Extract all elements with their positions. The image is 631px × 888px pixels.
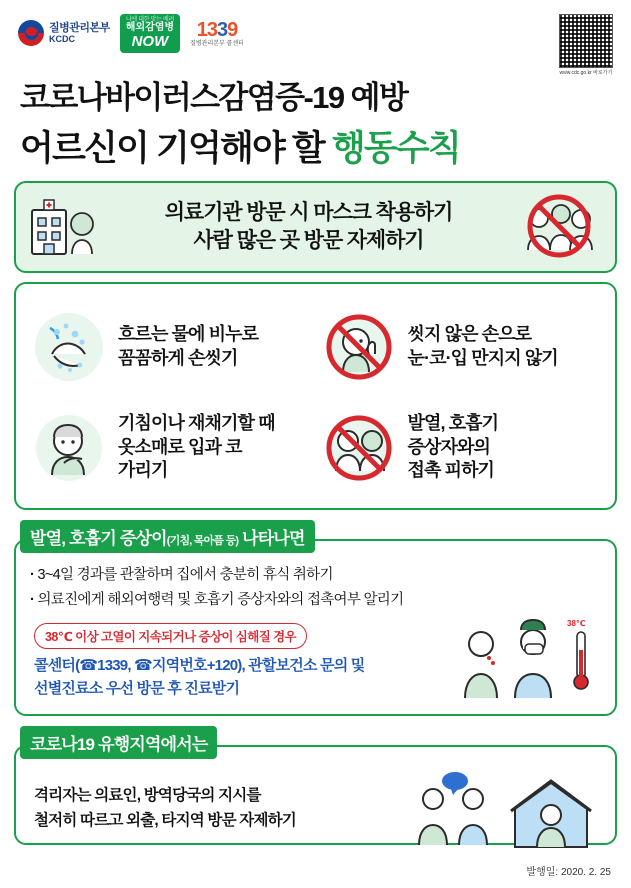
rule-line3: 접촉 피하기 (407, 460, 495, 481)
logo-group (18, 14, 244, 53)
symptoms-bullet-2: · 의료진에게 해외여행력 및 호흡기 증상자와의 접촉여부 알리기 (30, 588, 601, 613)
now-title: NOW (131, 32, 169, 50)
rule-line2: 옷소매로 입과 코 (118, 436, 242, 457)
house-icon (511, 781, 591, 847)
mask-visit-line1: 의료기관 방문 시 마스크 착용하기 (164, 200, 453, 224)
issue-date: 발행일: 2020. 2. 25 (526, 867, 611, 878)
symptoms-tag-main1: 발열, 호흡기 증상이 (30, 529, 167, 548)
qr-code-block (559, 14, 613, 76)
fever-warning-badge: 38℃ 이상 고열이 지속되거나 증상이 심해질 경우 (34, 623, 307, 649)
speech-bubble-icon (442, 772, 468, 790)
now-subtitle: 해외감염병 (125, 22, 175, 34)
kcdc-korean-label: 질병관리본부 (49, 21, 110, 34)
call-instruction-line2: 선별진료소 우선 방문 후 진료받기 (34, 679, 240, 697)
rule-item-handwash (26, 296, 316, 397)
rule-line3: 가리기 (118, 460, 168, 481)
patient-doctor-illustration (441, 614, 601, 702)
rule-item-cough-sleeve (26, 397, 316, 498)
region-line2: 철저히 따르고 외출, 타지역 방문 자제하기 (34, 811, 296, 829)
header-bar (14, 0, 617, 76)
now-tagline: 나에 대한 맞는 배려 (125, 17, 174, 23)
hotline-logo (190, 20, 244, 47)
region-tag: 코로나19 유행지역에서는 (20, 726, 217, 759)
handwash-icon (30, 308, 108, 386)
poster-title (20, 121, 617, 171)
kcdc-english-label: KCDC (49, 34, 75, 45)
symptoms-panel (14, 539, 617, 716)
poster-title-black: 어르신이 기억해야 할 (20, 129, 332, 168)
thermometer-icon (574, 632, 588, 689)
region-line1: 격리자는 의료인, 방역당국의 지시를 (34, 786, 261, 804)
rule-text-handwash (118, 323, 258, 370)
hospital-icon (30, 196, 100, 258)
mask-visit-text (100, 199, 517, 256)
rule-line1: 기침이나 재채기할 때 (118, 413, 275, 434)
rule-line1: 흐르는 물에 비누로 (118, 324, 259, 345)
poster-subtitle: 코로나바이러스감염증-19 예방 (20, 80, 408, 115)
hotline-caption: 질병관리본부 콜센터 (190, 40, 244, 47)
region-section (14, 726, 617, 845)
call-instruction (34, 655, 441, 700)
poster-title-green: 행동수칙 (331, 129, 460, 168)
cough-sleeve-icon (30, 409, 108, 487)
symptoms-tag-small: (기침, 목아픔 등) (166, 535, 239, 547)
qr-caption: www.cdc.go.kr 바로가기 (559, 70, 613, 76)
rule-text-cough-sleeve (118, 412, 275, 482)
kcdc-logo (18, 20, 110, 46)
hotline-number: 1339 (196, 18, 238, 41)
rule-line1: 씻지 않은 손으로 (407, 324, 532, 345)
region-text (34, 784, 296, 834)
rule-line2: 증상자와의 (407, 436, 490, 457)
rule-text-no-touch-face (408, 323, 558, 370)
symptoms-bullet-1: · 3~4일 경과를 관찰하며 집에서 충분히 휴식 취하기 (30, 563, 601, 588)
mask-visit-line2: 사람 많은 곳 방문 자제하기 (193, 229, 424, 252)
rule-line2: 꼼꼼하게 손씻기 (118, 347, 238, 368)
no-crowd-icon (517, 192, 601, 262)
haeoe-now-logo (120, 14, 180, 53)
quarantine-illustration (411, 769, 601, 849)
taegeuk-icon (18, 20, 44, 46)
rule-item-no-touch-face (316, 296, 606, 397)
call-instruction-line1: 콜센터(☎1339, ☎지역번호+120), 관할보건소 문의 및 (34, 657, 365, 675)
rule-item-no-contact (316, 397, 606, 498)
rule-text-no-contact (408, 412, 499, 482)
region-panel (14, 745, 617, 845)
symptoms-bullets (30, 563, 601, 614)
no-contact-icon (320, 409, 398, 487)
no-touch-face-icon (320, 308, 398, 386)
symptoms-tag (20, 520, 315, 553)
symptoms-tag-main2: 나타나면 (242, 529, 305, 548)
rule-line2: 눈·코·입 만지지 않기 (407, 347, 558, 368)
rules-panel (14, 282, 617, 510)
qr-code-icon (559, 14, 613, 68)
rule-line1: 발열, 호흡기 (407, 413, 499, 434)
symptoms-section (14, 520, 617, 716)
mask-visit-panel (14, 181, 617, 273)
thermometer-label: 38℃ (567, 618, 586, 628)
